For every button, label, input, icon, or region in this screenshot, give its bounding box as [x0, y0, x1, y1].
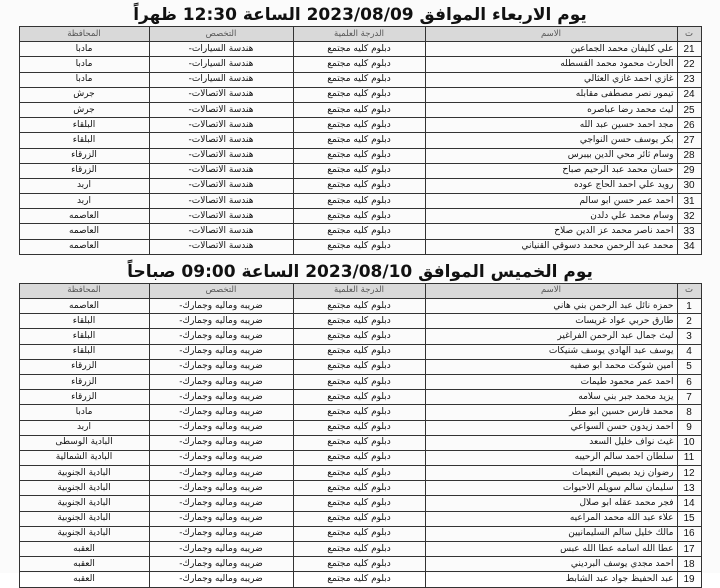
specialization: هندسة الاتصالات-	[149, 133, 293, 148]
table-row	[19, 239, 701, 254]
table-row	[19, 466, 701, 481]
row-number: 12	[677, 466, 701, 481]
candidate-name: سلطان احمد سالم الرحيبه	[425, 450, 677, 465]
table-row	[19, 344, 701, 359]
governorate: الزرقاء	[19, 359, 149, 374]
session2-table	[19, 283, 702, 588]
specialization: هندسة الاتصالات-	[149, 178, 293, 193]
header-number: ت	[677, 283, 701, 298]
specialization: ضريبه وماليه وجمارك-	[149, 299, 293, 314]
specialization: ضريبه وماليه وجمارك-	[149, 572, 293, 587]
session2-heading: يوم الخميس الموافق 2023/08/10 الساعة 09:00 صباحاً	[127, 261, 593, 282]
governorate: العاصمه	[19, 209, 149, 224]
candidate-name: وسام ثائر محي الدين بيبرس	[425, 148, 677, 163]
specialization: ضريبه وماليه وجمارك-	[149, 496, 293, 511]
governorate: جرش	[19, 87, 149, 102]
governorate: البلقاء	[19, 344, 149, 359]
specialization: هندسة الاتصالات-	[149, 87, 293, 102]
candidate-name: حمزه نائل عبد الرحمن بني هاني	[425, 299, 677, 314]
degree: دبلوم كليه مجتمع	[293, 466, 425, 481]
table-row	[19, 390, 701, 405]
table-row	[19, 374, 701, 389]
table-row	[19, 329, 701, 344]
header-name: الاسم	[425, 27, 677, 42]
degree: دبلوم كليه مجتمع	[293, 481, 425, 496]
table-row	[19, 178, 701, 193]
table-row	[19, 405, 701, 420]
table-row	[19, 542, 701, 557]
row-number: 26	[677, 118, 701, 133]
degree: دبلوم كليه مجتمع	[293, 435, 425, 450]
specialization: ضريبه وماليه وجمارك-	[149, 450, 293, 465]
table-row	[19, 163, 701, 178]
candidate-name: احمد ناصر محمد عز الدين صلاح	[425, 224, 677, 239]
governorate: العاصمه	[19, 224, 149, 239]
candidate-name: حسان محمد عبد الرحيم صباح	[425, 163, 677, 178]
table-row	[19, 102, 701, 117]
table-row	[19, 450, 701, 465]
degree: دبلوم كليه مجتمع	[293, 148, 425, 163]
session1-header-row	[19, 27, 701, 42]
governorate: الزرقاء	[19, 374, 149, 389]
table-row	[19, 314, 701, 329]
session2-header-row	[19, 283, 701, 298]
degree: دبلوم كليه مجتمع	[293, 72, 425, 87]
degree: دبلوم كليه مجتمع	[293, 87, 425, 102]
candidate-name: رويد علي احمد الحاج عوده	[425, 178, 677, 193]
governorate: البلقاء	[19, 314, 149, 329]
row-number: 11	[677, 450, 701, 465]
candidate-name: ليث محمد رضا عباصره	[425, 102, 677, 117]
table-row	[19, 209, 701, 224]
degree: دبلوم كليه مجتمع	[293, 405, 425, 420]
row-number: 14	[677, 496, 701, 511]
degree: دبلوم كليه مجتمع	[293, 118, 425, 133]
row-number: 21	[677, 42, 701, 57]
candidate-name: محمد فارس حسين ابو مطر	[425, 405, 677, 420]
candidate-name: مجد احمد حسين عبد الله	[425, 118, 677, 133]
specialization: ضريبه وماليه وجمارك-	[149, 329, 293, 344]
degree: دبلوم كليه مجتمع	[293, 526, 425, 541]
governorate: البادية الشمالية	[19, 450, 149, 465]
table-row	[19, 526, 701, 541]
row-number: 10	[677, 435, 701, 450]
row-number: 29	[677, 163, 701, 178]
degree: دبلوم كليه مجتمع	[293, 374, 425, 389]
governorate: العاصمه	[19, 299, 149, 314]
governorate: البادية الجنوبية	[19, 511, 149, 526]
governorate: جرش	[19, 102, 149, 117]
degree: دبلوم كليه مجتمع	[293, 209, 425, 224]
table-row	[19, 87, 701, 102]
table-row	[19, 299, 701, 314]
governorate: الزرقاء	[19, 163, 149, 178]
row-number: 15	[677, 511, 701, 526]
governorate: البلقاء	[19, 133, 149, 148]
candidate-name: علي كليفان محمد الجماعين	[425, 42, 677, 57]
row-number: 8	[677, 405, 701, 420]
candidate-name: مالك خليل سالم السليمانيين	[425, 526, 677, 541]
governorate: مادبا	[19, 405, 149, 420]
degree: دبلوم كليه مجتمع	[293, 133, 425, 148]
row-number: 16	[677, 526, 701, 541]
specialization: هندسة الاتصالات-	[149, 148, 293, 163]
governorate: الزرقاء	[19, 390, 149, 405]
governorate: مادبا	[19, 72, 149, 87]
row-number: 32	[677, 209, 701, 224]
session2-table-body	[19, 299, 701, 588]
candidate-name: وسام محمد علي دلدن	[425, 209, 677, 224]
table-row	[19, 496, 701, 511]
candidate-name: تيمور نصر مصطفى مقابله	[425, 87, 677, 102]
specialization: ضريبه وماليه وجمارك-	[149, 435, 293, 450]
degree: دبلوم كليه مجتمع	[293, 314, 425, 329]
degree: دبلوم كليه مجتمع	[293, 496, 425, 511]
row-number: 19	[677, 572, 701, 587]
table-row	[19, 133, 701, 148]
governorate: العقبه	[19, 557, 149, 572]
governorate: البلقاء	[19, 118, 149, 133]
specialization: ضريبه وماليه وجمارك-	[149, 466, 293, 481]
table-row	[19, 420, 701, 435]
candidate-name: الحارث محمود محمد القسطله	[425, 57, 677, 72]
row-number: 2	[677, 314, 701, 329]
governorate: البادية الجنوبية	[19, 481, 149, 496]
candidate-name: غيث نواف خليل السعد	[425, 435, 677, 450]
candidate-name: ليث جمال عبد الرحمن الفراغير	[425, 329, 677, 344]
specialization: هندسة الاتصالات-	[149, 102, 293, 117]
candidate-name: احمد زيدون حسن السواعي	[425, 420, 677, 435]
specialization: هندسة الاتصالات-	[149, 118, 293, 133]
table-row	[19, 481, 701, 496]
candidate-name: احمد مجدي يوسف البرديني	[425, 557, 677, 572]
governorate: البادية الجنوبية	[19, 496, 149, 511]
session1-heading: يوم الاربعاء الموافق 2023/08/09 الساعة 12:30 ظهراً	[133, 5, 587, 25]
governorate: البادية الوسطى	[19, 435, 149, 450]
specialization: هندسة الاتصالات-	[149, 239, 293, 254]
candidate-name: فجر محمد عقله ابو صلال	[425, 496, 677, 511]
degree: دبلوم كليه مجتمع	[293, 359, 425, 374]
specialization: ضريبه وماليه وجمارك-	[149, 526, 293, 541]
candidate-name: علاء عبد الله محمد المراعيه	[425, 511, 677, 526]
specialization: ضريبه وماليه وجمارك-	[149, 314, 293, 329]
candidate-name: عبد الحفيظ جواد عبد الشابط	[425, 572, 677, 587]
candidate-name: يوسف عبد الهادي يوسف شنيكات	[425, 344, 677, 359]
row-number: 7	[677, 390, 701, 405]
specialization: ضريبه وماليه وجمارك-	[149, 542, 293, 557]
degree: دبلوم كليه مجتمع	[293, 102, 425, 117]
governorate: اربد	[19, 420, 149, 435]
row-number: 31	[677, 194, 701, 209]
specialization: ضريبه وماليه وجمارك-	[149, 390, 293, 405]
governorate: العقبه	[19, 572, 149, 587]
degree: دبلوم كليه مجتمع	[293, 194, 425, 209]
header-governorate: المحافظة	[19, 283, 149, 298]
degree: دبلوم كليه مجتمع	[293, 557, 425, 572]
header-number: ت	[677, 27, 701, 42]
governorate: العقبه	[19, 542, 149, 557]
degree: دبلوم كليه مجتمع	[293, 329, 425, 344]
specialization: ضريبه وماليه وجمارك-	[149, 511, 293, 526]
row-number: 18	[677, 557, 701, 572]
candidate-name: عطا الله اسامه عطا الله عبس	[425, 542, 677, 557]
row-number: 4	[677, 344, 701, 359]
row-number: 9	[677, 420, 701, 435]
candidate-name: امين شوكت محمد ابو صفيه	[425, 359, 677, 374]
candidate-name: يزيد محمد جبر بني سلامه	[425, 390, 677, 405]
header-degree: الدرجة العلمية	[293, 27, 425, 42]
candidate-name: بكر يوسف حسن النواجي	[425, 133, 677, 148]
degree: دبلوم كليه مجتمع	[293, 239, 425, 254]
cropped-footer-text	[0, 563, 720, 573]
row-number: 23	[677, 72, 701, 87]
header-degree: الدرجة العلمية	[293, 283, 425, 298]
table-row	[19, 72, 701, 87]
row-number: 6	[677, 374, 701, 389]
specialization: ضريبه وماليه وجمارك-	[149, 557, 293, 572]
row-number: 27	[677, 133, 701, 148]
governorate: العاصمه	[19, 239, 149, 254]
degree: دبلوم كليه مجتمع	[293, 390, 425, 405]
degree: دبلوم كليه مجتمع	[293, 542, 425, 557]
row-number: 1	[677, 299, 701, 314]
governorate: البادية الجنوبية	[19, 466, 149, 481]
candidate-name: طارق حربي عواد غريسات	[425, 314, 677, 329]
governorate: البلقاء	[19, 329, 149, 344]
row-number: 24	[677, 87, 701, 102]
candidate-name: رضوان زيد بصيص النعيمات	[425, 466, 677, 481]
row-number: 22	[677, 57, 701, 72]
degree: دبلوم كليه مجتمع	[293, 420, 425, 435]
governorate: اربد	[19, 194, 149, 209]
specialization: ضريبه وماليه وجمارك-	[149, 481, 293, 496]
degree: دبلوم كليه مجتمع	[293, 178, 425, 193]
session1-table-body	[19, 42, 701, 255]
row-number: 3	[677, 329, 701, 344]
candidate-name: غازي احمد غازي العثالي	[425, 72, 677, 87]
table-row	[19, 511, 701, 526]
specialization: هندسة الاتصالات-	[149, 194, 293, 209]
degree: دبلوم كليه مجتمع	[293, 511, 425, 526]
governorate: مادبا	[19, 57, 149, 72]
degree: دبلوم كليه مجتمع	[293, 450, 425, 465]
specialization: هندسة السيارات-	[149, 57, 293, 72]
table-row	[19, 224, 701, 239]
specialization: هندسة السيارات-	[149, 72, 293, 87]
specialization: ضريبه وماليه وجمارك-	[149, 359, 293, 374]
row-number: 28	[677, 148, 701, 163]
candidate-name: احمد عمر حسن ابو سالم	[425, 194, 677, 209]
row-number: 34	[677, 239, 701, 254]
candidate-name: سليمان سالم سويلم الاحيوات	[425, 481, 677, 496]
table-row	[19, 148, 701, 163]
degree: دبلوم كليه مجتمع	[293, 572, 425, 587]
row-number: 30	[677, 178, 701, 193]
row-number: 33	[677, 224, 701, 239]
header-specialization: التخصص	[149, 27, 293, 42]
header-name: الاسم	[425, 283, 677, 298]
row-number: 13	[677, 481, 701, 496]
table-row	[19, 42, 701, 57]
header-specialization: التخصص	[149, 283, 293, 298]
header-governorate: المحافظة	[19, 27, 149, 42]
specialization: ضريبه وماليه وجمارك-	[149, 374, 293, 389]
governorate: اربد	[19, 178, 149, 193]
row-number: 25	[677, 102, 701, 117]
table-row	[19, 194, 701, 209]
degree: دبلوم كليه مجتمع	[293, 299, 425, 314]
degree: دبلوم كليه مجتمع	[293, 344, 425, 359]
degree: دبلوم كليه مجتمع	[293, 163, 425, 178]
candidate-name: احمد عمر محمود طيمات	[425, 374, 677, 389]
table-row	[19, 118, 701, 133]
specialization: ضريبه وماليه وجمارك-	[149, 344, 293, 359]
specialization: هندسة السيارات-	[149, 42, 293, 57]
table-row	[19, 359, 701, 374]
candidate-name: محمد عبد الرحمن محمد دسوقي القنياني	[425, 239, 677, 254]
row-number: 17	[677, 542, 701, 557]
specialization: ضريبه وماليه وجمارك-	[149, 420, 293, 435]
governorate: البادية الجنوبية	[19, 526, 149, 541]
specialization: هندسة الاتصالات-	[149, 163, 293, 178]
degree: دبلوم كليه مجتمع	[293, 224, 425, 239]
table-row	[19, 572, 701, 587]
specialization: هندسة الاتصالات-	[149, 209, 293, 224]
table-row	[19, 57, 701, 72]
table-row	[19, 435, 701, 450]
governorate: الزرقاء	[19, 148, 149, 163]
specialization: ضريبه وماليه وجمارك-	[149, 405, 293, 420]
degree: دبلوم كليه مجتمع	[293, 42, 425, 57]
governorate: مادبا	[19, 42, 149, 57]
specialization: هندسة الاتصالات-	[149, 224, 293, 239]
row-number: 5	[677, 359, 701, 374]
session1-table	[19, 26, 702, 255]
degree: دبلوم كليه مجتمع	[293, 57, 425, 72]
